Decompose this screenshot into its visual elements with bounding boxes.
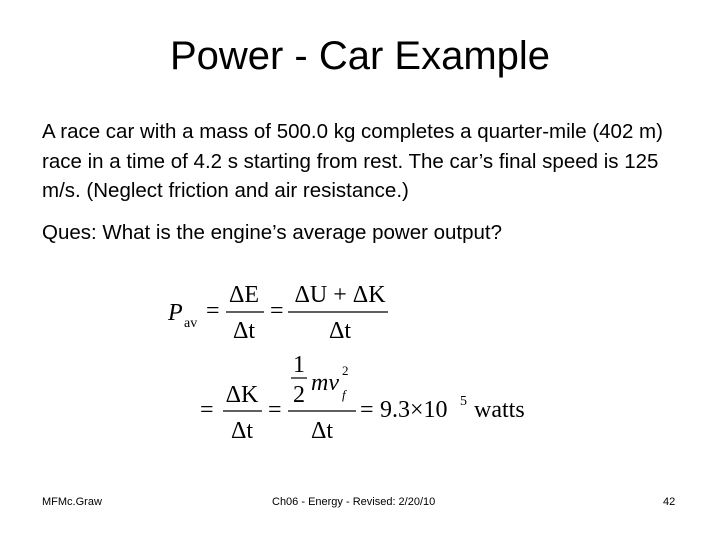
question-text: Ques: What is the engine’s average power output? xyxy=(42,221,503,244)
equals-4: = xyxy=(268,397,282,423)
half-denominator: 2 xyxy=(293,382,305,408)
mv-term: mv xyxy=(311,370,339,396)
frac2-denominator: Δt xyxy=(328,318,352,344)
frac1-denominator: Δt xyxy=(232,318,256,344)
power-equation xyxy=(160,272,560,452)
result-exponent: 5 xyxy=(460,394,467,409)
velocity-subscript: f xyxy=(342,387,346,402)
frac1-numerator: ΔE xyxy=(228,282,260,308)
footer-author: MFMc.Graw xyxy=(42,496,102,508)
equals-3: = xyxy=(200,397,214,423)
frac4-denominator: Δt xyxy=(310,418,334,444)
footer-chapter: Ch06 - Energy - Revised: 2/20/10 xyxy=(272,496,436,508)
frac3-denominator: Δt xyxy=(230,418,254,444)
equals-5: = xyxy=(360,397,374,423)
half-numerator: 1 xyxy=(293,352,305,378)
result-mantissa: 9.3×10 xyxy=(380,397,448,423)
frac3-numerator: ΔK xyxy=(225,382,259,408)
problem-statement: A race car with a mass of 500.0 kg completes a quarter-mile (402 m) race in a time of 4.2 s starting from rest. The car’s final speed is 125 m/s. (Neglect friction and air resistance.) xyxy=(42,120,663,202)
velocity-exponent: 2 xyxy=(342,363,349,378)
equals-1: = xyxy=(206,298,220,324)
equation-svg xyxy=(160,272,560,452)
footer-page-number: 42 xyxy=(663,496,676,508)
p-subscript: av xyxy=(184,316,198,331)
p-symbol: P xyxy=(168,300,183,326)
result-unit: watts xyxy=(474,397,525,423)
equals-2: = xyxy=(270,298,284,324)
slide-title: Power - Car Example xyxy=(169,34,551,78)
frac2-numerator: ΔU + ΔK xyxy=(294,282,386,308)
